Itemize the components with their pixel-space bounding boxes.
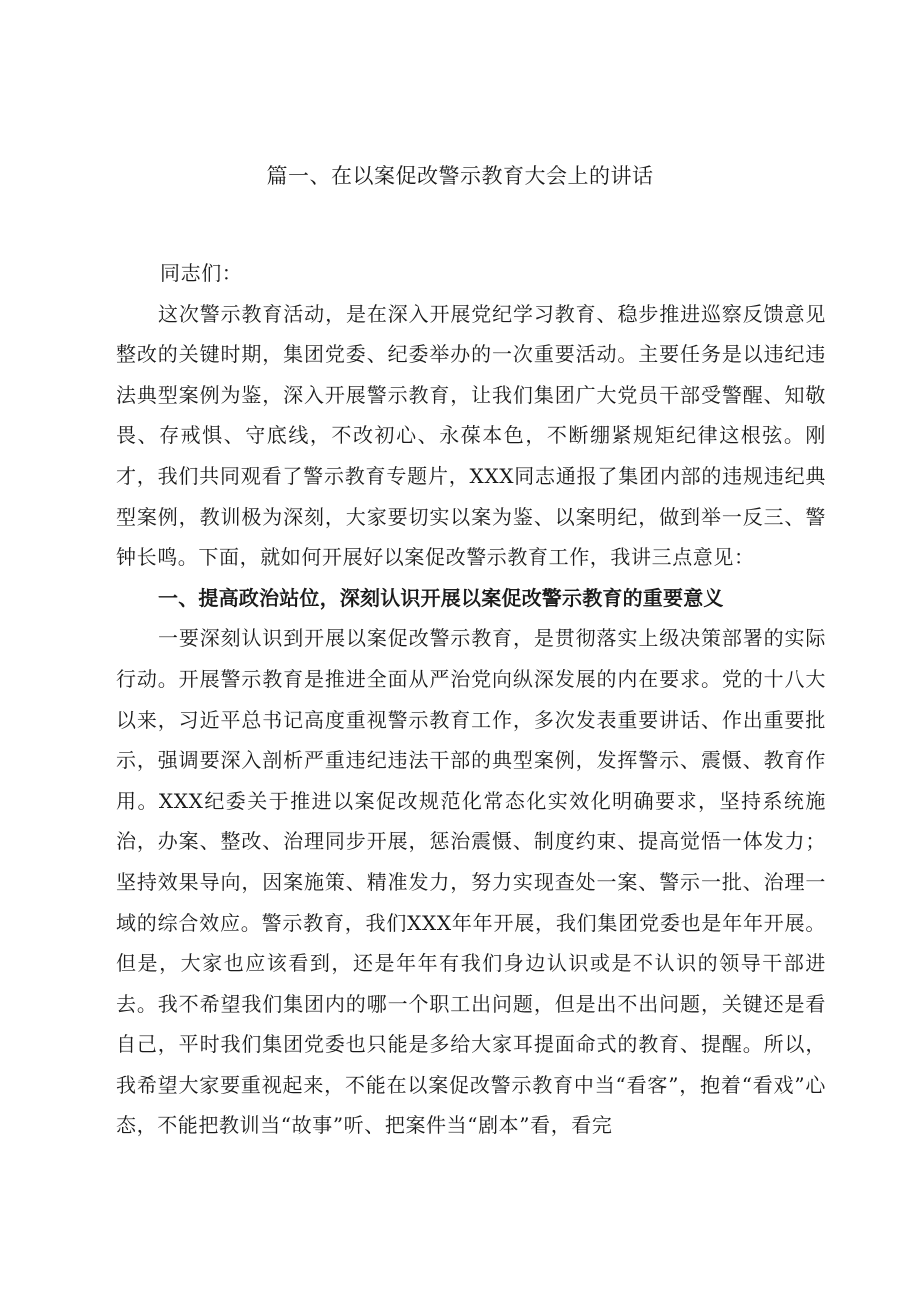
section-paragraph: 一要深刻认识到开展以案促改警示教育，是贯彻落实上级决策部署的实际行动。开展警示教育是推进全面从严治党向纵深发展的内在要求。党的十八大以来，习近平总书记高度重视警示教育工作，多次发表重要讲话、作出重要批示，强调要深入剖析严重违纪违法干部的典型案例，发挥警示、震慑、教育作用。XXX纪委关于推进以案促改规范化常态化实效化明确要求，坚持系统施治，办案、整改、治理同步开展，惩治震慑、制度约束、提高觉悟一体发力；坚持效果导向，因案施策、精准发力，努力实现查处一案、警示一批、治理一域的综合效应。警示教育，我们XXX年年开展，我们集团党委也是年年开展。但是，大家也应该看到，还是年年有我们身边认识或是不认识的领导干部进去。我不希望我们集团内的哪一个职工出问题，但是出不出问题，关键还是看自己，平时我们集团党委也只能是多给大家耳提面命式的教育、提醒。所以，我希望大家要重视起来，不能在以案促改警示教育中当“看客”，抱着“看戏”心态，不能把教训当“故事”听、把案件当“剧本”看，看完 bbox=[116, 626, 826, 1138]
salutation: 同志们： bbox=[160, 261, 243, 285]
section-heading: 一、提高政治站位，深刻认识开展以案促改警示教育的重要意义 bbox=[158, 585, 724, 610]
intro-paragraph: 这次警示教育活动，是在深入开展党纪学习教育、稳步推进巡察反馈意见整改的关键时期，集团党委、纪委举办的一次重要活动。主要任务是以违纪违法典型案例为鉴，深入开展警示教育，让我们集团广大党员干部受警醒、知敬畏、存戒惧、守底线，不改初心、永葆本色，不断绷紧规矩纪律这根弦。刚才，我们共同观看了警示教育专题片，XXX同志通报了集团内部的违规违纪典型案例，教训极为深刻，大家要切实以案为鉴、以案明纪，做到举一反三、警钟长鸣。下面，就如何开展好以案促改警示教育工作，我讲三点意见： bbox=[116, 301, 826, 570]
document-title: 篇一、在以案促改警示教育大会上的讲话 bbox=[266, 164, 654, 188]
document-body bbox=[116, 253, 826, 1146]
